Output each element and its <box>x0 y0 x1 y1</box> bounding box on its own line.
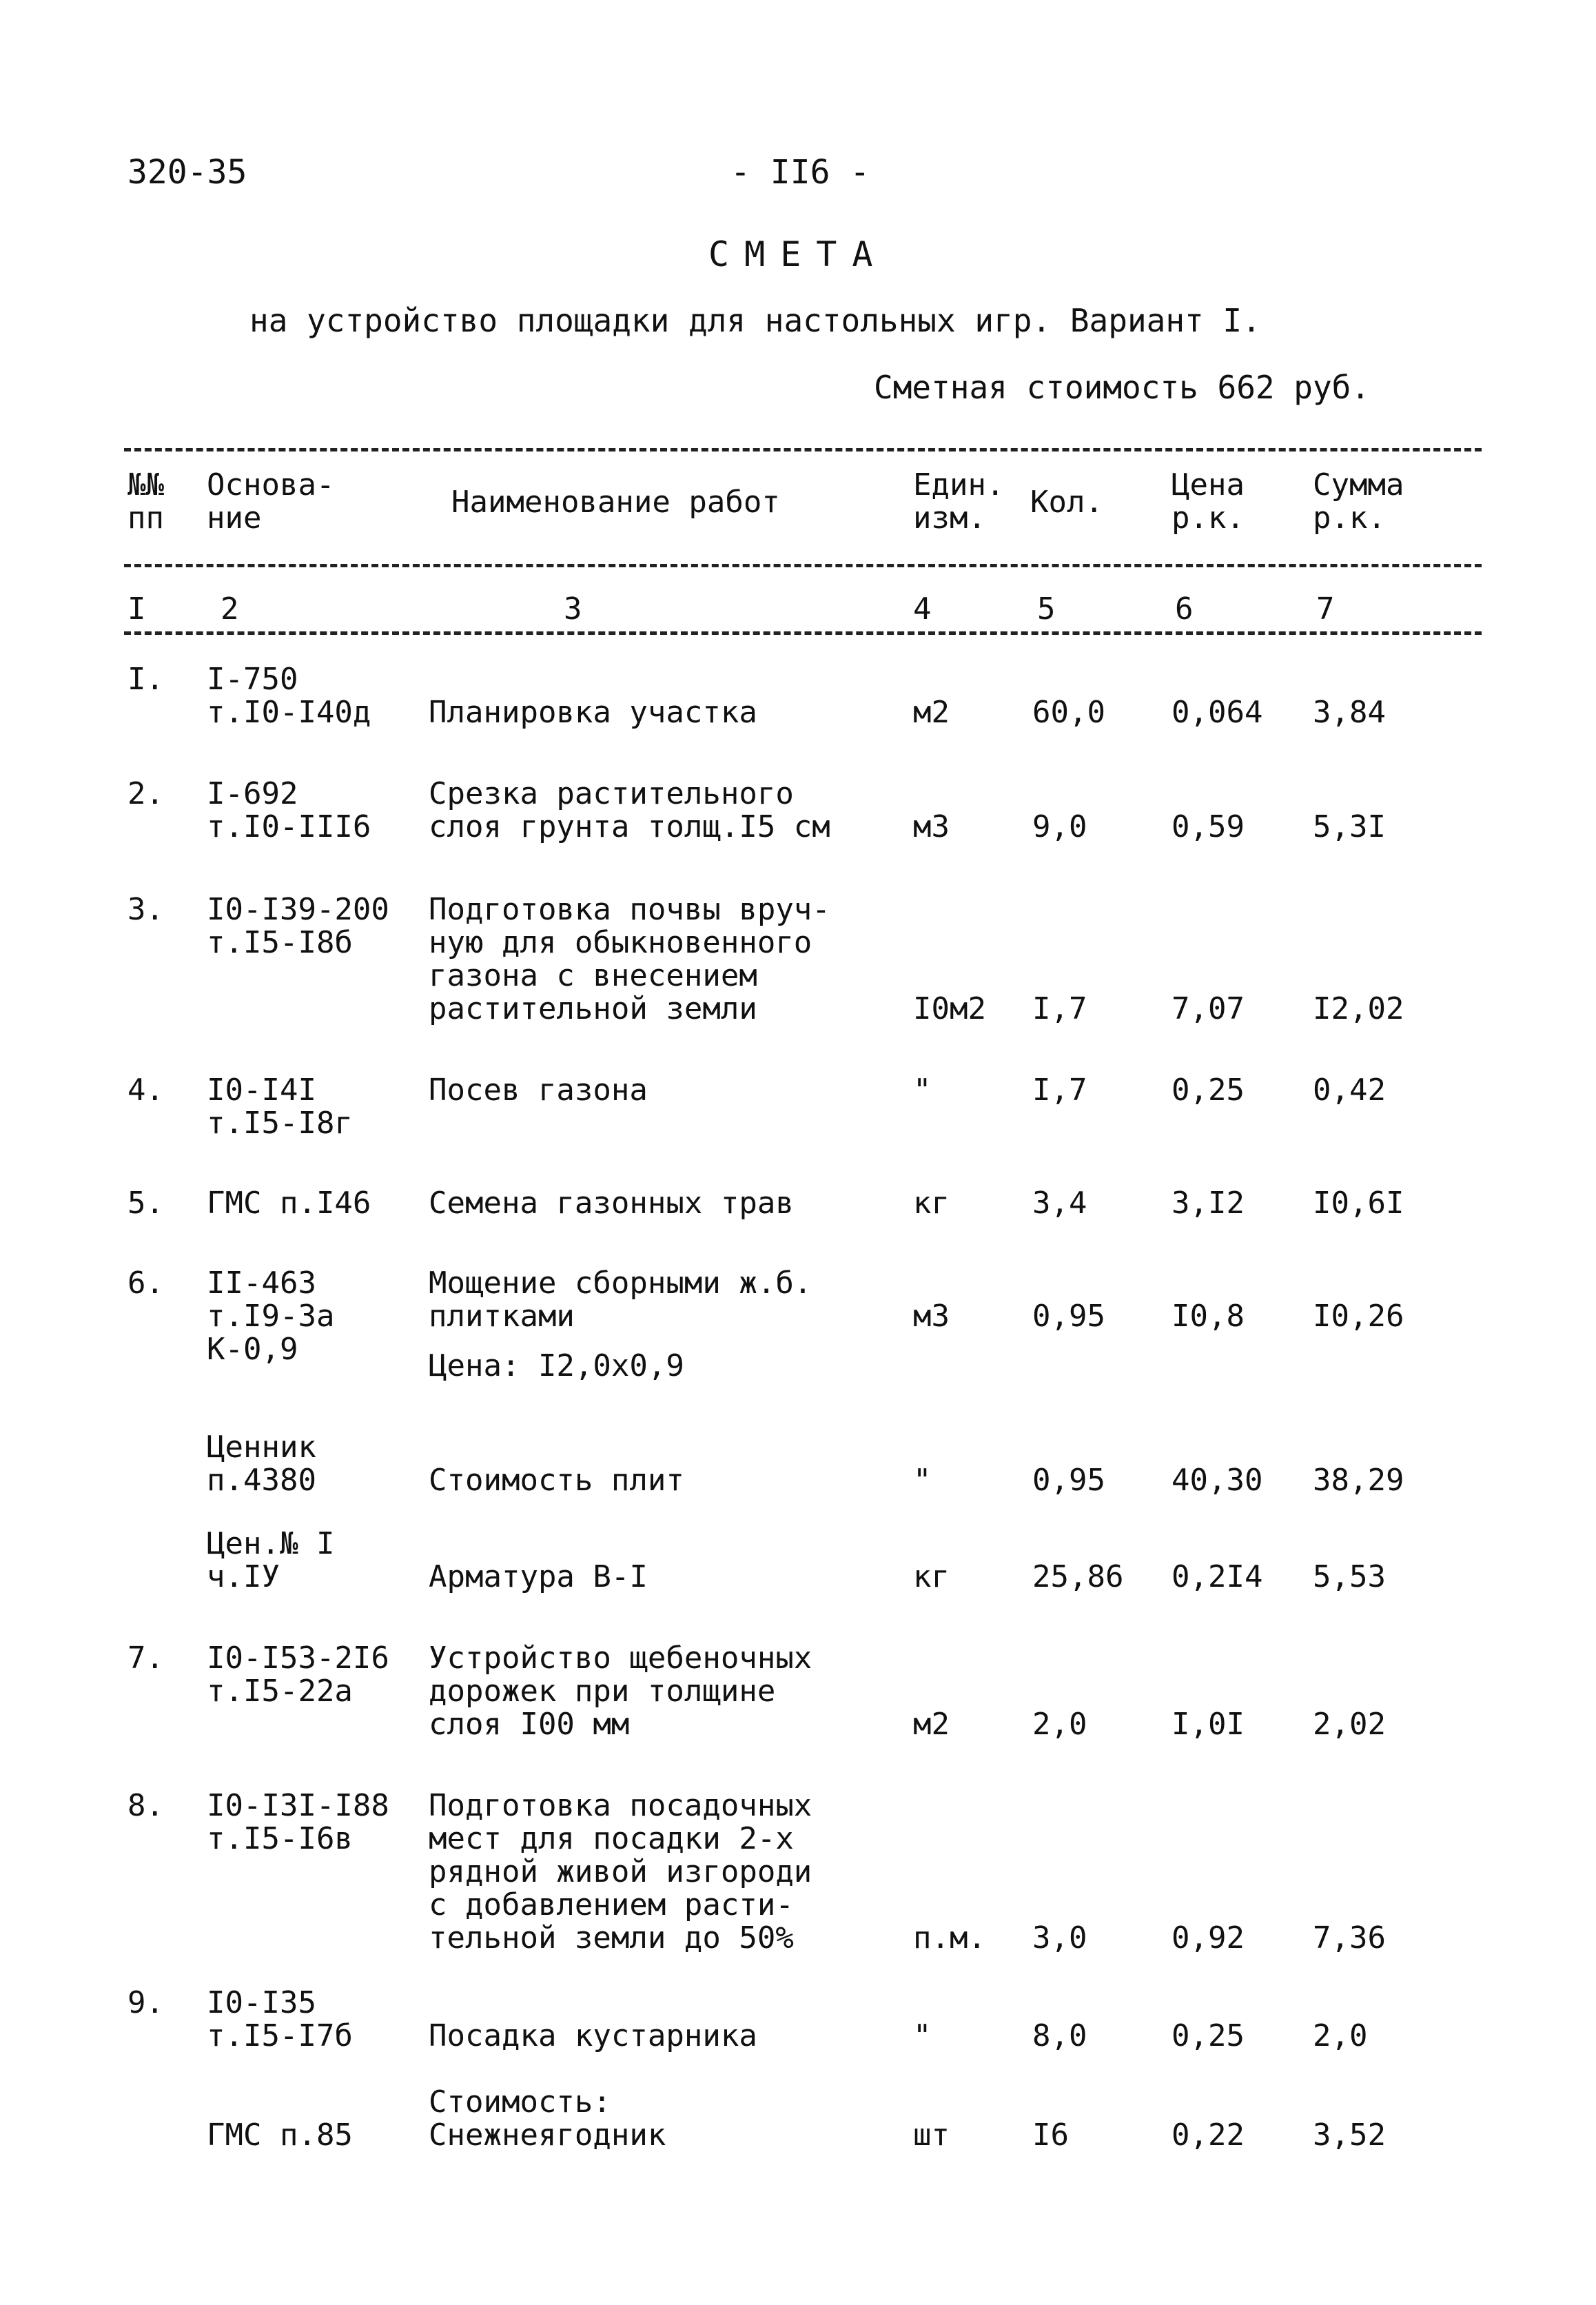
row-7-price: I,0I <box>1172 1707 1245 1742</box>
col-number-7: 7 <box>1316 591 1335 627</box>
row-1-price: 0,064 <box>1172 695 1263 730</box>
row-8-name: Подготовка посадочных мест для посадки 2-х рядной живой изгороди с добавлением расти- тельной земли до 50% <box>429 1788 812 1956</box>
row-5-unit: кг <box>913 1186 950 1221</box>
header-rule <box>124 564 1482 567</box>
row-9a-unit: шт <box>913 2118 950 2153</box>
col-number-1: I <box>127 591 146 627</box>
row-6-qty: 0,95 <box>1032 1299 1105 1334</box>
table-top-rule <box>124 448 1482 451</box>
row-4-sum: 0,42 <box>1313 1073 1386 1108</box>
row-8-qty: 3,0 <box>1032 1920 1087 1956</box>
row-2-sum: 5,3I <box>1313 809 1386 844</box>
row-8-unit: п.м. <box>913 1920 986 1956</box>
row-6a-name: Стоимость плит <box>429 1463 684 1498</box>
row-5-basis: ГМС п.I46 <box>207 1186 371 1221</box>
row-6a-unit: " <box>913 1463 932 1498</box>
row-6a-qty: 0,95 <box>1032 1463 1105 1498</box>
row-6-unit: м3 <box>913 1299 950 1334</box>
col-number-3: 3 <box>564 591 582 627</box>
row-6-price-note: Цена: I2,0х0,9 <box>429 1348 684 1383</box>
col-header-price: Цена р.к. <box>1172 467 1245 536</box>
row-6a-price: 40,30 <box>1172 1463 1263 1498</box>
row-7-sum: 2,02 <box>1313 1707 1386 1742</box>
row-9a-qty: I6 <box>1032 2118 1069 2153</box>
row-2-qty: 9,0 <box>1032 809 1087 844</box>
row-6-basis: II-463 т.I9-3а К-0,9 <box>207 1266 335 1367</box>
row-4-basis: I0-I4I т.I5-I8г <box>207 1073 353 1141</box>
numbering-rule <box>124 631 1482 635</box>
row-6a-basis: Ценник п.4380 <box>207 1430 316 1498</box>
col-number-6: 6 <box>1175 591 1194 627</box>
row-6b-name: Арматура В-I <box>429 1559 648 1594</box>
row-9-price: 0,25 <box>1172 2018 1245 2053</box>
row-6b-qty: 25,86 <box>1032 1559 1124 1594</box>
row-7-qty: 2,0 <box>1032 1707 1087 1742</box>
row-5-price: 3,I2 <box>1172 1186 1245 1221</box>
row-2-price: 0,59 <box>1172 809 1245 844</box>
row-2-basis: I-692 т.I0-III6 <box>207 776 371 844</box>
row-9-sum: 2,0 <box>1313 2018 1368 2053</box>
row-7-basis: I0-I53-2I6 т.I5-22а <box>207 1641 389 1709</box>
row-8-price: 0,92 <box>1172 1920 1245 1956</box>
row-3-unit: I0м2 <box>913 991 986 1026</box>
row-9-qty: 8,0 <box>1032 2018 1087 2053</box>
row-9-no: 9. <box>127 1985 164 2020</box>
row-3-qty: I,7 <box>1032 991 1087 1026</box>
row-4-no: 4. <box>127 1073 164 1108</box>
row-6a-sum: 38,29 <box>1313 1463 1404 1498</box>
row-1-unit: м2 <box>913 695 950 730</box>
col-header-unit: Един. изм. <box>913 467 1005 536</box>
row-6-price: I0,8 <box>1172 1299 1245 1334</box>
document-title: СМЕТА <box>708 234 888 274</box>
row-1-sum: 3,84 <box>1313 695 1386 730</box>
estimated-cost: Сметная стоимость 662 руб. <box>874 369 1371 406</box>
col-number-2: 2 <box>221 591 239 627</box>
page-number: - II6 - <box>730 153 870 192</box>
row-2-name: Срезка растительного слоя грунта толщ.I5 см <box>429 776 830 844</box>
row-3-price: 7,07 <box>1172 991 1245 1026</box>
row-9-name: Посадка кустарника <box>429 2018 757 2053</box>
row-1-qty: 60,0 <box>1032 695 1105 730</box>
document-code: 320-35 <box>127 153 247 192</box>
row-8-sum: 7,36 <box>1313 1920 1386 1956</box>
row-6b-unit: кг <box>913 1559 950 1594</box>
row-9a-sum: 3,52 <box>1313 2118 1386 2153</box>
row-6-sum: I0,26 <box>1313 1299 1404 1334</box>
row-7-name: Устройство щебеночных дорожек при толщине слоя I00 мм <box>429 1641 812 1742</box>
row-9a-name: Стоимость: Снежнеягодник <box>429 2084 666 2153</box>
document-subtitle: на устройство площадки для настольных игр. Вариант I. <box>249 302 1261 339</box>
row-4-qty: I,7 <box>1032 1073 1087 1108</box>
row-8-no: 8. <box>127 1788 164 1823</box>
row-5-name: Семена газонных трав <box>429 1186 794 1221</box>
row-4-price: 0,25 <box>1172 1073 1245 1108</box>
row-6-no: 6. <box>127 1266 164 1301</box>
col-number-5: 5 <box>1037 591 1056 627</box>
col-header-sum: Сумма р.к. <box>1313 467 1404 536</box>
row-2-unit: м3 <box>913 809 950 844</box>
row-4-unit: " <box>913 1073 932 1108</box>
row-1-no: I. <box>127 662 164 697</box>
row-5-sum: I0,6I <box>1313 1186 1404 1221</box>
row-1-basis: I-750 т.I0-I40д <box>207 662 371 730</box>
row-3-no: 3. <box>127 892 164 927</box>
row-2-no: 2. <box>127 776 164 811</box>
row-3-sum: I2,02 <box>1313 991 1404 1026</box>
row-8-basis: I0-I3I-I88 т.I5-I6в <box>207 1788 389 1856</box>
row-3-basis: I0-I39-200 т.I5-I8б <box>207 892 389 960</box>
row-6b-sum: 5,53 <box>1313 1559 1386 1594</box>
row-9a-price: 0,22 <box>1172 2118 1245 2153</box>
row-7-no: 7. <box>127 1641 164 1676</box>
row-3-name: Подготовка почвы вруч- ную для обыкновенного газона с внесением растительной земли <box>429 892 830 1026</box>
row-6b-basis: Цен.№ I ч.IУ <box>207 1526 335 1594</box>
row-4-name: Посев газона <box>429 1073 648 1108</box>
row-7-unit: м2 <box>913 1707 950 1742</box>
col-header-no: №№ пп <box>127 467 164 536</box>
col-header-name: Наименование работ <box>451 485 780 520</box>
row-9-unit: " <box>913 2018 932 2053</box>
row-5-no: 5. <box>127 1186 164 1221</box>
row-9a-basis: ГМС п.85 <box>207 2118 353 2153</box>
row-5-qty: 3,4 <box>1032 1186 1087 1221</box>
row-1-name: Планировка участка <box>429 695 757 730</box>
row-6-name: Мощение сборными ж.б. плитками <box>429 1266 812 1334</box>
col-header-basis: Основа- ние <box>207 467 335 536</box>
row-9-basis: I0-I35 т.I5-I7б <box>207 1985 353 2053</box>
col-header-qty: Кол. <box>1030 485 1103 520</box>
col-number-4: 4 <box>913 591 932 627</box>
row-6b-price: 0,2I4 <box>1172 1559 1263 1594</box>
